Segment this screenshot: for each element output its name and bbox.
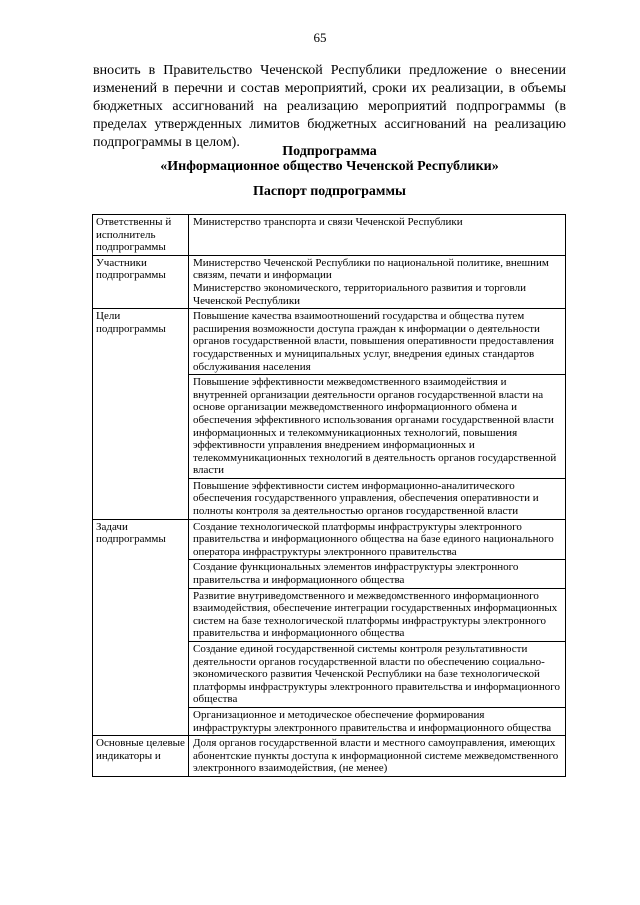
row-value — [189, 255, 566, 308]
participant-item: Министерство Чеченской Республики по национальной политике, внешним связям, печати и информации — [193, 256, 549, 282]
intro-paragraph: вносить в Правительство Чеченской Республики предложение о внесении изменений в перечни и состав мероприятий, сроки их реализации, в объемы бюджетных ассигнований на реализацию мероприятий подпрограммы (в пределах утвержденных лимитов бюджетных ассигнований на реализацию подпрограммы в целом). — [93, 63, 566, 150]
row-label: Задачи подпрограммы — [93, 519, 189, 736]
row-label: Цели подпрограммы — [93, 309, 189, 520]
table-row-responsible — [93, 215, 566, 256]
row-label: Ответственны й исполнитель подпрограммы — [93, 215, 189, 256]
goal-item: Повышение эффективности межведомственного взаимодействия и внутренней организации деятельности органов государственной власти на основе организации межведомственного информационного обмена и обеспечения эффективного использования органами государственной власти информационных и телекоммуникационных технологий, повышения эффективности управления внедрением информационных и телекоммуникационных технологий в деятельность органов государственной власти — [189, 375, 566, 479]
row-label: Основные целевые индикаторы и — [93, 736, 189, 777]
subprogram-name: «Информационное общество Чеченской Республики» — [160, 159, 499, 174]
table-row-goals — [93, 309, 566, 375]
row-value: Министерство транспорта и связи Чеченской Республики — [189, 215, 566, 256]
participant-item: Министерство экономического, территориального развития и торговли Чеченской Республики — [193, 281, 526, 307]
goal-item: Повышение качества взаимоотношений государства и общества путем расширения возможности доступа граждан к информации о деятельности органов государственной власти, повышения оперативности предоставления государственных и муниципальных услуг, внедрения единых стандартов обслуживания населения — [189, 309, 566, 375]
passport-table — [92, 214, 566, 777]
table-row-tasks — [93, 519, 566, 560]
page-number: 65 — [313, 30, 327, 45]
goal-item: Повышение эффективности систем информационно-аналитического обеспечения государственного управления, обеспечения оперативности и полноты контроля за деятельностью органов государственной власти — [189, 478, 566, 519]
task-item: Развитие внутриведомственного и межведомственного информационного взаимодействия, обеспечение интеграции государственных информационных систем на базе технологической платформы инфраструктуры электронного правительства и информационного общества — [189, 588, 566, 641]
task-item: Организационное и методическое обеспечение формирования инфраструктуры электронного правительства и информационного общества — [189, 707, 566, 735]
task-item: Создание функциональных элементов инфраструктуры электронного правительства и информационного общества — [189, 560, 566, 588]
subprogram-heading: Подпрограмма — [282, 144, 377, 159]
table-row-participants — [93, 255, 566, 308]
subprogram-title — [93, 144, 566, 174]
task-item: Создание технологической платформы инфраструктуры электронного правительства и информационного общества на базе единого национального оператора инфраструктуры электронного правительства — [189, 519, 566, 560]
table-row-indicators — [93, 736, 566, 777]
row-value: Доля органов государственной власти и местного самоуправления, имеющих абонентские пункты доступа к информационной системе межведомственного электронного взаимодействия, (не менее) — [189, 736, 566, 777]
task-item: Создание единой государственной системы контроля результативности деятельности органов государственной власти по обеспечению социально-экономического развития Чеченской Республики на базе технологической платформы инфраструктуры электронного правительства и информационного общества — [189, 642, 566, 708]
row-label: Участники подпрограммы — [93, 255, 189, 308]
passport-title: Паспорт подпрограммы — [253, 184, 406, 199]
